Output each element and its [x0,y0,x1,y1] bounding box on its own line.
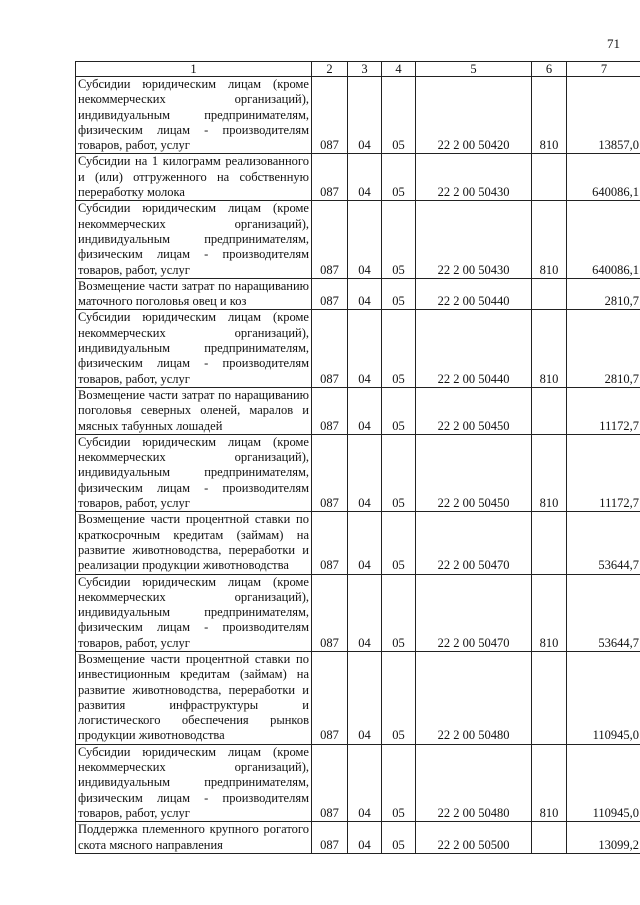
section-code: 04 [348,822,382,854]
amount-value: 11172,7 [567,387,640,434]
expense-type-code: 810 [532,574,567,651]
table-body [76,77,640,854]
table-row [76,574,640,651]
amount-value: 2810,7 [567,310,640,387]
subsection-code: 05 [382,512,416,574]
ministry-code: 087 [312,387,348,434]
ministry-code: 087 [312,310,348,387]
row-description: Возмещение части процентной ставки по инвестиционным кредитам (займам) на развитие животноводства, переработки и развития инфраструктуры и логистического обеспечения рынков продукции животноводства [76,651,312,744]
section-code: 04 [348,278,382,310]
section-code: 04 [348,201,382,278]
ministry-code: 087 [312,278,348,310]
row-description: Субсидии юридическим лицам (кроме некоммерческих организаций), индивидуальным предпринимателям, физическим лицам - производителям товаров, работ, услуг [76,201,312,278]
target-article-code: 22 2 00 50450 [416,387,532,434]
table-row [76,512,640,574]
expense-type-code [532,278,567,310]
expense-type-code: 810 [532,201,567,278]
section-code: 04 [348,434,382,511]
amount-value: 13857,0 [567,77,640,154]
expense-type-code [532,512,567,574]
table-row [76,154,640,201]
target-article-code: 22 2 00 50470 [416,512,532,574]
section-code: 04 [348,310,382,387]
budget-table [75,61,640,854]
row-description: Субсидии юридическим лицам (кроме некоммерческих организаций), индивидуальным предпринимателям, физическим лицам - производителям товаров, работ, услуг [76,574,312,651]
table-row [76,278,640,310]
row-description: Возмещение части затрат по наращиванию поголовья северных оленей, маралов и мясных табунных лошадей [76,387,312,434]
target-article-code: 22 2 00 50480 [416,651,532,744]
subsection-code: 05 [382,744,416,821]
row-description: Субсидии юридическим лицам (кроме некоммерческих организаций), индивидуальным предпринимателям, физическим лицам - производителям товаров, работ, услуг [76,744,312,821]
section-code: 04 [348,154,382,201]
subsection-code: 05 [382,822,416,854]
target-article-code: 22 2 00 50440 [416,278,532,310]
ministry-code: 087 [312,512,348,574]
target-article-code: 22 2 00 50440 [416,310,532,387]
ministry-code: 087 [312,574,348,651]
amount-value: 53644,7 [567,512,640,574]
subsection-code: 05 [382,651,416,744]
table-row [76,77,640,154]
table-row [76,651,640,744]
amount-value: 110945,0 [567,744,640,821]
header-row [76,62,640,77]
target-article-code: 22 2 00 50430 [416,201,532,278]
amount-value: 640086,1 [567,154,640,201]
section-code: 04 [348,77,382,154]
ministry-code: 087 [312,651,348,744]
ministry-code: 087 [312,77,348,154]
amount-value: 110945,0 [567,651,640,744]
row-description: Возмещение части процентной ставки по краткосрочным кредитам (займам) на развитие животноводства, переработки и реализации продукции животноводства [76,512,312,574]
section-code: 04 [348,512,382,574]
row-description: Возмещение части затрат по наращиванию маточного поголовья овец и коз [76,278,312,310]
column-header: 7 [567,62,640,77]
amount-value: 13099,2 [567,822,640,854]
row-description: Субсидии на 1 килограмм реализованного и (или) отгруженного на собственную переработку молока [76,154,312,201]
amount-value: 53644,7 [567,574,640,651]
column-header: 1 [76,62,312,77]
row-description: Субсидии юридическим лицам (кроме некоммерческих организаций), индивидуальным предпринимателям, физическим лицам - производителям товаров, работ, услуг [76,77,312,154]
expense-type-code [532,651,567,744]
table-row [76,744,640,821]
row-description: Субсидии юридическим лицам (кроме некоммерческих организаций), индивидуальным предпринимателям, физическим лицам - производителям товаров, работ, услуг [76,434,312,511]
ministry-code: 087 [312,744,348,821]
amount-value: 640086,1 [567,201,640,278]
expense-type-code [532,822,567,854]
subsection-code: 05 [382,574,416,651]
target-article-code: 22 2 00 50500 [416,822,532,854]
section-code: 04 [348,651,382,744]
table-row [76,387,640,434]
amount-value: 11172,7 [567,434,640,511]
expense-type-code [532,154,567,201]
ministry-code: 087 [312,434,348,511]
table-row [76,310,640,387]
table-row [76,822,640,854]
column-header: 5 [416,62,532,77]
target-article-code: 22 2 00 50470 [416,574,532,651]
column-header: 6 [532,62,567,77]
table-row [76,201,640,278]
target-article-code: 22 2 00 50420 [416,77,532,154]
amount-value: 2810,7 [567,278,640,310]
section-code: 04 [348,744,382,821]
subsection-code: 05 [382,387,416,434]
target-article-code: 22 2 00 50430 [416,154,532,201]
ministry-code: 087 [312,822,348,854]
target-article-code: 22 2 00 50480 [416,744,532,821]
target-article-code: 22 2 00 50450 [416,434,532,511]
ministry-code: 087 [312,201,348,278]
expense-type-code [532,387,567,434]
ministry-code: 087 [312,154,348,201]
row-description: Субсидии юридическим лицам (кроме некоммерческих организаций), индивидуальным предпринимателям, физическим лицам - производителям товаров, работ, услуг [76,310,312,387]
section-code: 04 [348,387,382,434]
section-code: 04 [348,574,382,651]
expense-type-code: 810 [532,77,567,154]
expense-type-code: 810 [532,434,567,511]
subsection-code: 05 [382,77,416,154]
row-description: Поддержка племенного крупного рогатого скота мясного направления [76,822,312,854]
subsection-code: 05 [382,310,416,387]
subsection-code: 05 [382,154,416,201]
column-header: 4 [382,62,416,77]
column-header: 2 [312,62,348,77]
subsection-code: 05 [382,201,416,278]
expense-type-code: 810 [532,310,567,387]
table-row [76,434,640,511]
column-header: 3 [348,62,382,77]
expense-type-code: 810 [532,744,567,821]
page-number: 71 [607,36,620,51]
subsection-code: 05 [382,278,416,310]
subsection-code: 05 [382,434,416,511]
